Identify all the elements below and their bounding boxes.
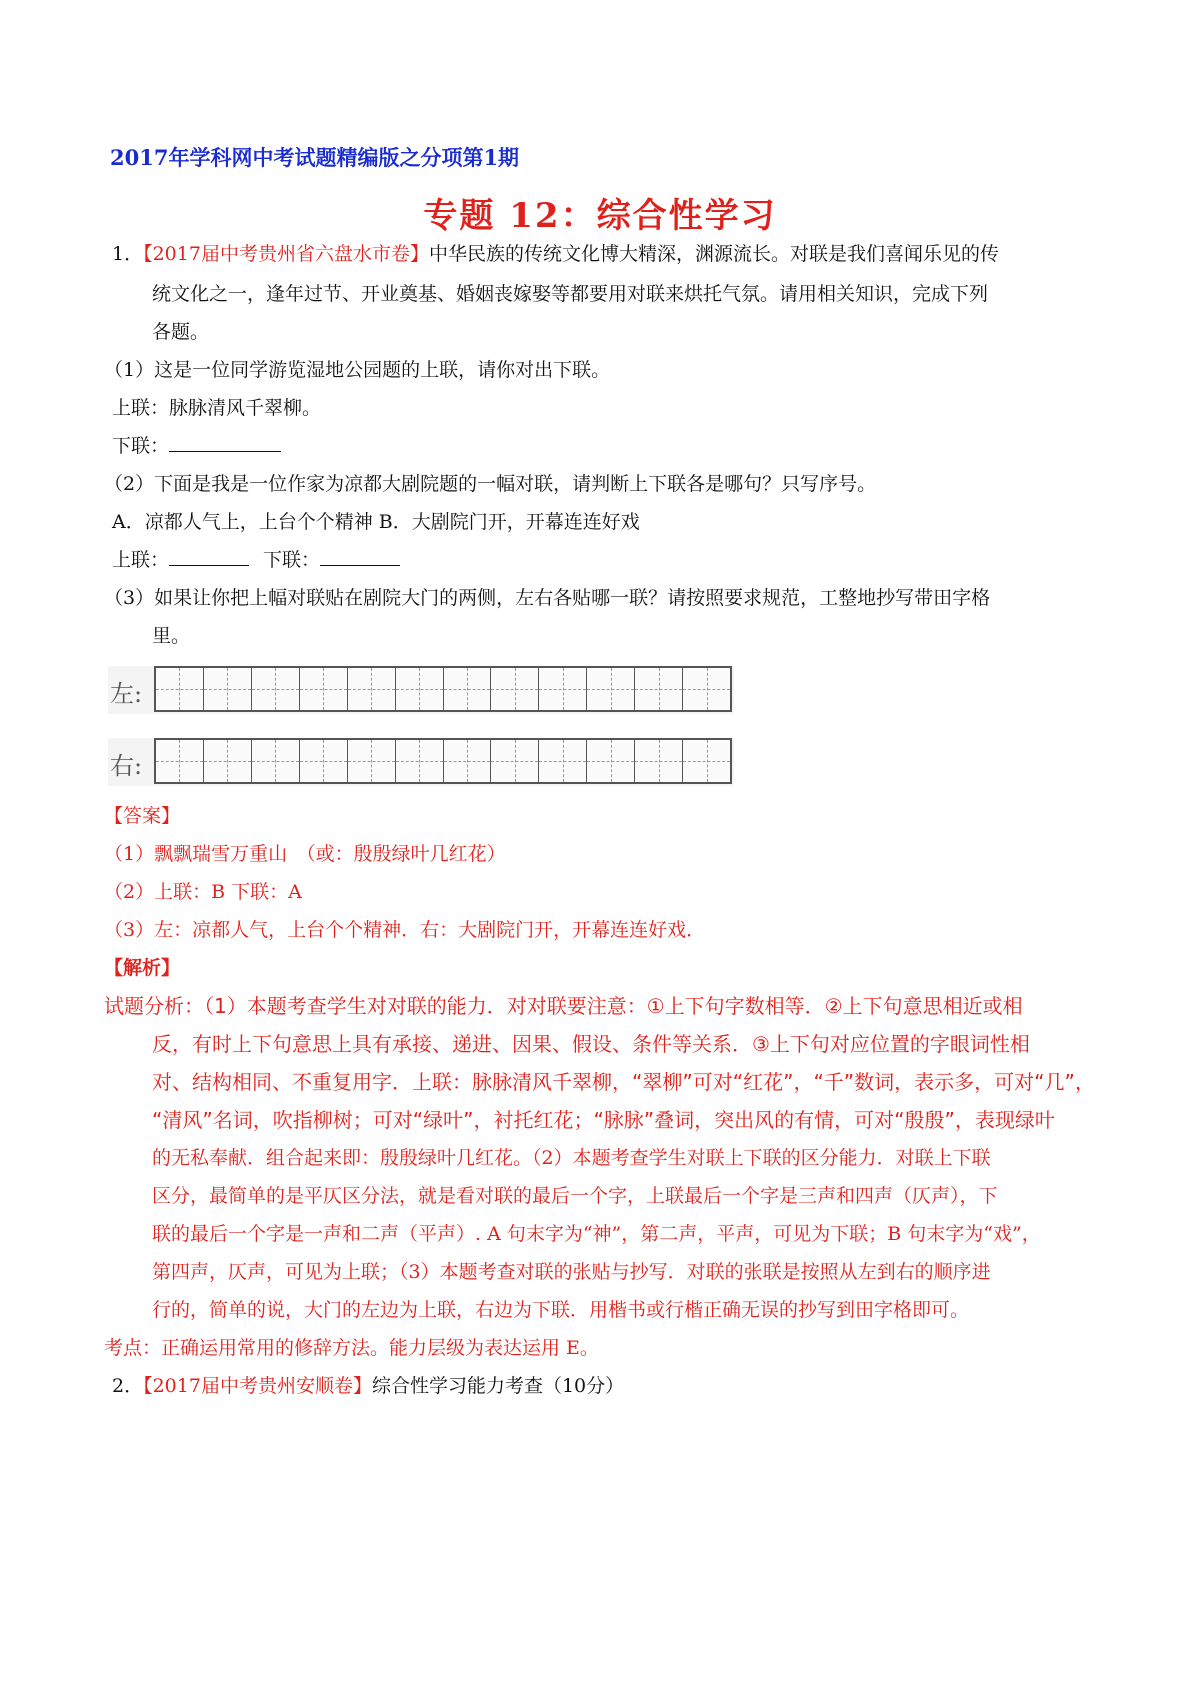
analysis-line1: 试题分析：（1）本题考查学生对对联的能力．对对联要注意：①上下句字数相等．②上下句意思相近或相 <box>104 994 1023 1018</box>
tianzige-cell <box>396 740 444 782</box>
q1-options: A．凉都人气上，上台个个精神 B．大剧院门开，开幕连连好戏 <box>112 511 640 533</box>
analysis-line3: 对、结构相同、不重复用字．上联：脉脉清风千翠柳，“翠柳”可对“红花”，“千”数词，表示多，可对“几”， <box>152 1070 1095 1094</box>
q1-part3-line1: （3）如果让你把上幅对联贴在剧院大门的两侧，左右各贴哪一联？请按照要求规范，工整地抄写带田字格 <box>104 587 991 609</box>
tianzige-cell <box>444 668 492 710</box>
tianzige-cell <box>683 740 730 782</box>
q1-intro-line3: 各题。 <box>152 321 210 343</box>
answer-blank <box>169 547 249 566</box>
answer-part2: （2）上联：B 下联：A <box>104 881 302 903</box>
tianzige-cell <box>587 740 635 782</box>
q1-answer-blanks-line <box>112 546 400 574</box>
tianzige-cell <box>396 668 444 710</box>
analysis-line2: 反，有时上下句意思上具有承接、递进、因果、假设、条件等关系．③上下句对应位置的字眼词性相 <box>152 1032 1030 1056</box>
answer-blank <box>320 547 400 566</box>
analysis-line6: 区分，最简单的是平仄区分法，就是看对联的最后一个字，上联最后一个字是三声和四声（仄声），下 <box>152 1185 998 1207</box>
q2-source: 【2017届中考贵州安顺卷】 <box>143 1375 372 1397</box>
q1-upper-label: 上联： <box>112 549 170 571</box>
tianzige-grid-right <box>154 738 732 784</box>
answer-blank <box>169 433 281 452</box>
tianzige-cell <box>252 740 300 782</box>
q1-part3-line2: 里。 <box>152 625 191 647</box>
tianzige-right-row <box>108 738 734 786</box>
tianzige-cell <box>348 668 396 710</box>
answer-part3: （3）左：凉都人气，上台个个精神．右：大剧院门开，开幕连连好戏． <box>104 919 706 941</box>
grid-right-label: 右: <box>110 752 143 780</box>
q1-lower-couplet-line <box>112 432 281 460</box>
kaodian-line: 考点：正确运用常用的修辞方法。能力层级为表达运用 E。 <box>104 1337 599 1359</box>
tianzige-cell <box>300 740 348 782</box>
q1-intro-line1 <box>112 240 999 268</box>
series-heading: 2017年学科网中考试题精编版之分项第1期 <box>110 145 520 170</box>
q2-number: 2． <box>112 1375 144 1397</box>
tianzige-cell <box>444 740 492 782</box>
tianzige-cell <box>635 740 683 782</box>
analysis-line5: 的无私奉献．组合起来即：殷殷绿叶几红花。（2）本题考查学生对联上下联的区分能力．对联上下联 <box>152 1147 991 1169</box>
q1-part2: （2）下面是我是一位作家为凉都大剧院题的一幅对联，请判断上下联各是哪句？只写序号。 <box>104 473 877 495</box>
tianzige-left-row <box>108 666 734 714</box>
tianzige-cell <box>300 668 348 710</box>
q2-line <box>112 1372 624 1400</box>
q1-lower-label: 下联： <box>112 435 170 457</box>
tianzige-cell <box>252 668 300 710</box>
q2-text: 综合性学习能力考查（10分） <box>371 1375 625 1397</box>
tianzige-cell <box>491 740 539 782</box>
tianzige-cell <box>635 668 683 710</box>
tianzige-cell <box>539 740 587 782</box>
q1-number: 1． <box>112 243 144 265</box>
tianzige-cell <box>683 668 730 710</box>
q1-source: 【2017届中考贵州省六盘水市卷】 <box>143 243 429 265</box>
tianzige-cell <box>204 740 252 782</box>
q1-intro-line2: 统文化之一，逢年过节、开业奠基、婚姻丧嫁娶等都要用对联来烘托气氛。请用相关知识，完成下列 <box>152 283 989 305</box>
answer-part1: （1）飘飘瑞雪万重山 （或：殷殷绿叶几红花） <box>104 843 506 865</box>
grid-left-label: 左: <box>110 680 143 708</box>
q1-upper-couplet: 上联：脉脉清风千翠柳。 <box>112 397 322 419</box>
analysis-line9: 行的，简单的说，大门的左边为上联，右边为下联．用楷书或行楷正确无误的抄写到田字格即可。 <box>152 1299 970 1321</box>
analysis-line8: 第四声，仄声，可见为上联；（3）本题考查对联的张贴与抄写．对联的张联是按照从左到右的顺序进 <box>152 1261 991 1283</box>
tianzige-cell <box>539 668 587 710</box>
q1-part1: （1）这是一位同学游览湿地公园题的上联，请你对出下联。 <box>104 359 611 381</box>
analysis-line4: “清风”名词，吹指柳树；可对“绿叶”，衬托红花；“脉脉”叠词，突出风的有情，可对“殷殷”，表现绿叶 <box>152 1108 1055 1132</box>
analysis-heading: 【解析】 <box>104 957 181 979</box>
tianzige-cell <box>348 740 396 782</box>
tianzige-cell <box>491 668 539 710</box>
tianzige-cell <box>156 740 204 782</box>
q1-lower-label-2: 下联： <box>263 549 321 571</box>
answer-heading: 【答案】 <box>104 805 181 827</box>
analysis-line7: 联的最后一个字是一声和二声（平声）. A 句末字为“神”，第二声，平声，可见为下联；B 句末字为“戏”， <box>152 1223 1041 1245</box>
tianzige-cell <box>204 668 252 710</box>
tianzige-grid-left <box>154 666 732 712</box>
q1-intro-text: 中华民族的传统文化博大精深，渊源流长。对联是我们喜闻乐见的传 <box>428 243 999 265</box>
page-title: 专题 12：综合性学习 <box>423 196 777 236</box>
tianzige-cell <box>156 668 204 710</box>
tianzige-cell <box>587 668 635 710</box>
